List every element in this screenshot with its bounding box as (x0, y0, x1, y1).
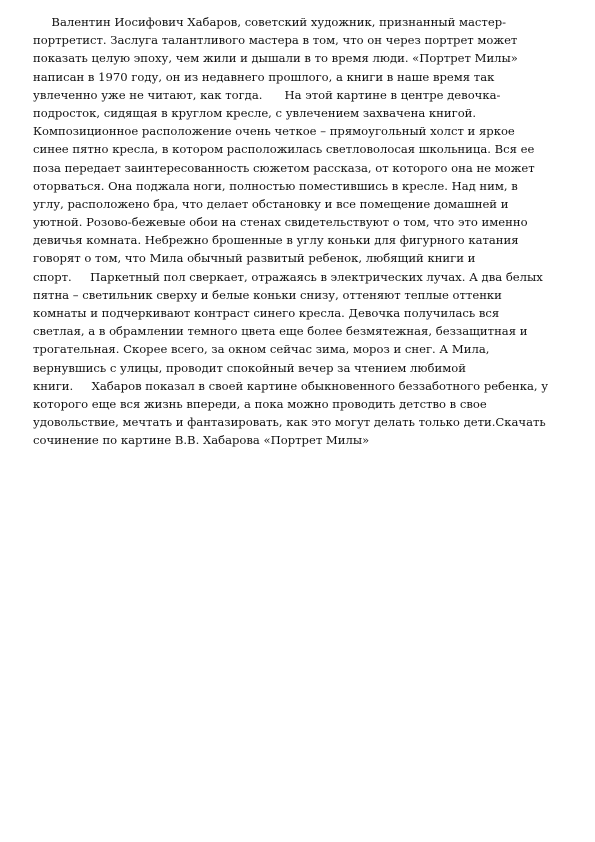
text-line: сочинение по картине В.В. Хабарова «Портрет Милы» (33, 433, 370, 448)
text-line: Композиционное расположение очень четкое – прямоугольный холст и яркое (33, 124, 515, 139)
text-line: книги. Хабаров показал в своей картине обыкновенного беззаботного ребенка, у (33, 378, 549, 393)
text-line: уютной. Розово-бежевые обои на стенах свидетельствуют о том, что это именно (33, 215, 528, 230)
text-line: портретист. Заслуга талантливого мастера в том, что он через портрет может (33, 33, 518, 48)
text-line: подросток, сидящая в круглом кресле, с увлечением захвачена книгой. (33, 105, 477, 120)
text-line: удовольствие, мечтать и фантазировать, как это могут делать только дети.Скачать (33, 415, 546, 430)
text-line: говорят о том, что Мила обычный развитый ребенок, любящий книги и (33, 251, 476, 266)
text-line: вернувшись с улицы, проводит спокойный вечер за чтением любимой (33, 360, 466, 375)
text-line: трогательная. Скорее всего, за окном сейчас зима, мороз и снег. А Мила, (33, 342, 490, 357)
text-line: синее пятно кресла, в котором расположилась светловолосая школьница. Вся ее (33, 142, 535, 157)
text-line: написан в 1970 году, он из недавнего прошлого, а книги в наше время так (33, 69, 495, 84)
text-line: которого еще вся жизнь впереди, а пока можно проводить детство в свое (33, 396, 487, 411)
text-line: углу, расположено бра, что делает обстановку и все помещение домашней и (33, 196, 509, 211)
text-line: показать целую эпоху, чем жили и дышали в то время люди. «Портрет Милы» (33, 51, 518, 66)
text-line: комнаты и подчеркивают контраст синего кресла. Девочка получилась вся (33, 306, 500, 320)
text-line: девичья комната. Небрежно брошенные в углу коньки для фигурного катания (33, 233, 519, 248)
text-line: Валентин Иосифович Хабаров, советский художник, признанный мастер- (33, 15, 507, 29)
text-line: пятна – светильник сверху и белые коньки снизу, оттеняют теплые оттенки (33, 287, 502, 302)
text-line: оторваться. Она поджала ноги, полностью поместившись в кресле. Над ним, в (33, 178, 518, 193)
essay-text (33, 13, 563, 450)
text-line: спорт. Паркетный пол сверкает, отражаясь в электрических лучах. А два белых (33, 269, 543, 284)
text-line: светлая, а в обрамлении темного цвета еще более безмятежная, беззащитная и (33, 324, 528, 339)
text-line: поза передает заинтересованность сюжетом рассказа, от которого она не может (33, 160, 535, 175)
text-line: увлеченно уже не читают, как тогда. На этой картине в центре девочка- (33, 87, 501, 102)
